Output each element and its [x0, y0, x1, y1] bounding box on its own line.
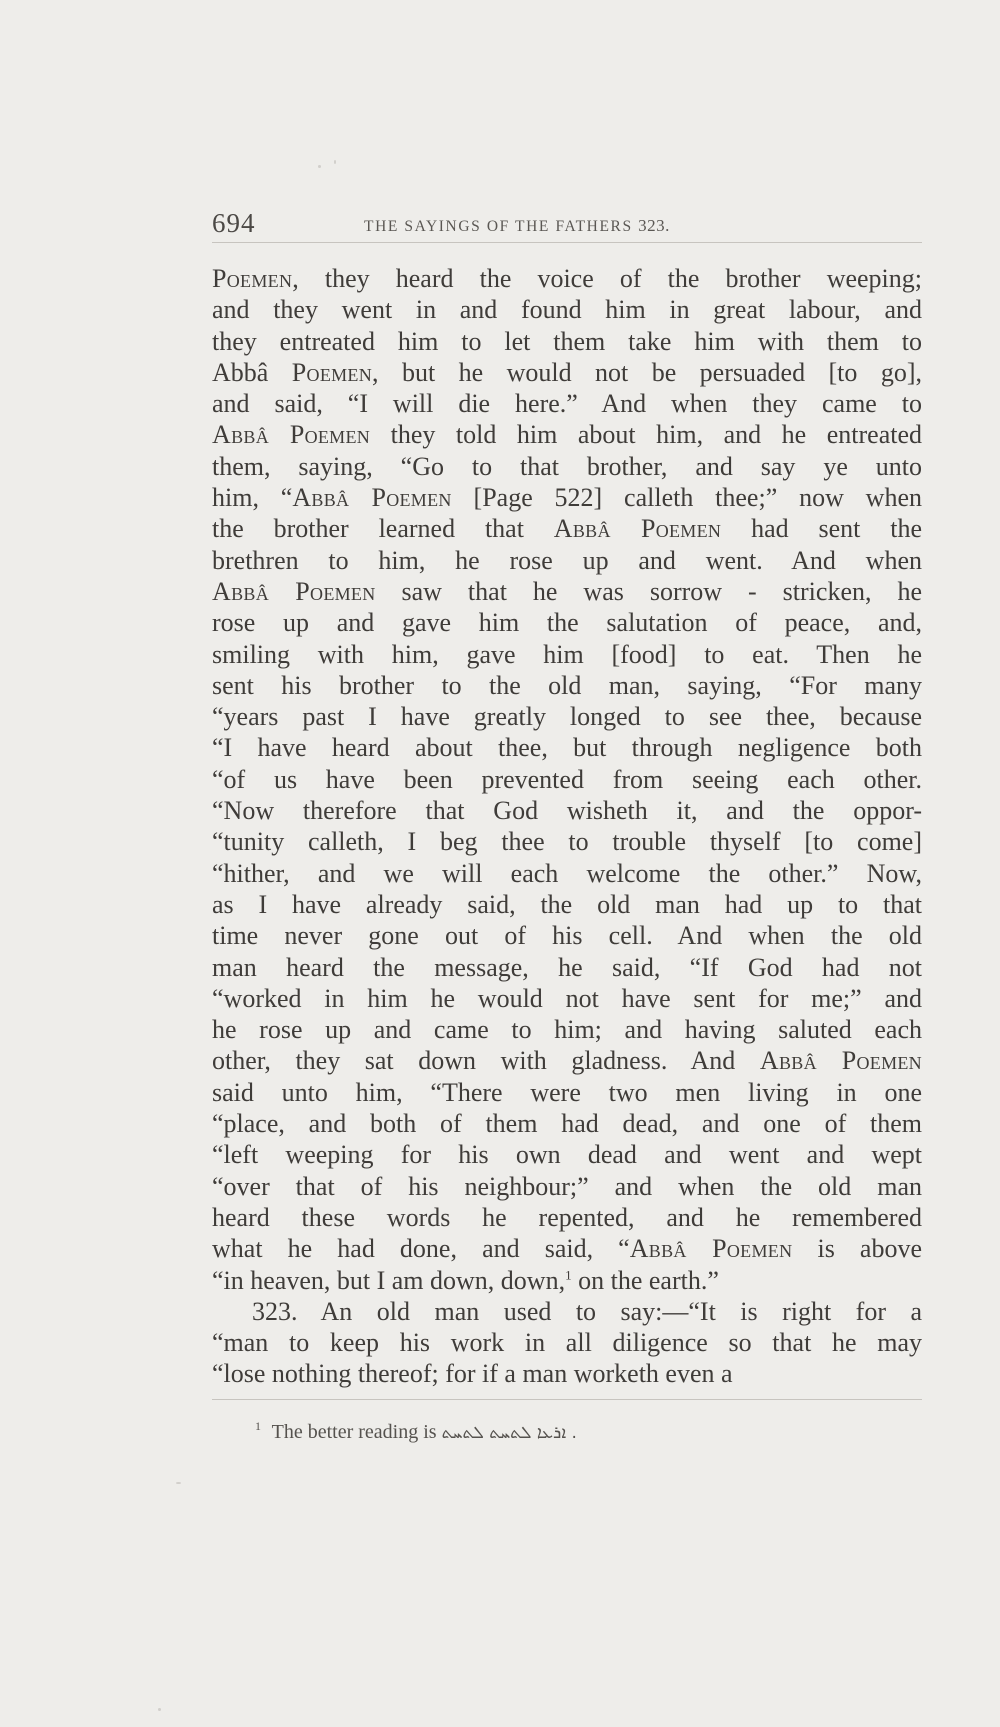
body-text	[212, 263, 922, 1390]
text-segment: , they heard the voice of the brother weeping;	[292, 264, 922, 293]
text-line	[212, 294, 922, 325]
small-caps-name: Abbâ Poemen	[759, 1046, 922, 1076]
text-line	[212, 764, 922, 795]
text-segment: 323. An old man used to say:—“It is right for a	[252, 1296, 922, 1326]
small-caps-name: Poemen	[291, 357, 373, 387]
text-segment: they told him about him, and he entreated	[370, 420, 923, 450]
text-line	[212, 639, 922, 670]
small-caps-name: Abbâ Poemen	[212, 420, 371, 450]
text-line	[212, 1358, 922, 1389]
footnote-text: The better reading is	[271, 1421, 437, 1443]
text-line	[212, 1171, 922, 1202]
small-caps-name: Abbâ Poemen	[553, 514, 722, 544]
text-line	[212, 263, 922, 294]
page-header	[212, 208, 922, 243]
text-segment: him, “	[212, 483, 293, 513]
text-line	[212, 1108, 922, 1139]
text-segment: “hither, and we will each welcome the other.” Now,	[212, 858, 922, 888]
running-title	[364, 216, 670, 236]
text-segment: [Page 522] calleth thee;” now when	[451, 483, 922, 513]
text-line	[212, 701, 922, 732]
text-line	[212, 513, 922, 544]
text-segment: on the earth.”	[571, 1265, 719, 1295]
text-line	[212, 858, 922, 889]
text-line	[212, 1077, 922, 1108]
text-line	[212, 1045, 922, 1076]
text-segment: other, they sat down with gladness. And	[212, 1046, 760, 1076]
text-line	[212, 1139, 922, 1170]
text-segment: brethren to him, he rose up and went. And when	[212, 545, 922, 575]
text-line	[212, 795, 922, 826]
paper-speck	[158, 1708, 161, 1711]
text-segment: they entreated him to let them take him with them to	[212, 326, 922, 356]
text-segment: he rose up and came to him; and having saluted each	[212, 1015, 922, 1045]
footnote-syriac: ܐܪܥܐ ܠܬܚܬ ܠܬܚܬ .	[441, 1423, 577, 1443]
text-segment: “of us have been prevented from seeing each other.	[212, 764, 922, 794]
text-segment: and said, “I will die here.” And when they came to	[212, 389, 922, 419]
footnote-marker: 1	[255, 1419, 261, 1434]
text-segment: “Now therefore that God wisheth it, and the oppor-	[212, 796, 922, 826]
text-segment: “over that of his neighbour;” and when the old man	[212, 1171, 922, 1201]
text-line	[212, 1202, 922, 1233]
text-segment: said unto him, “There were two men living in one	[212, 1077, 922, 1107]
text-line	[212, 670, 922, 701]
text-segment: them, saying, “Go to that brother, and say ye unto	[212, 451, 922, 481]
footnote-rule	[212, 1399, 922, 1400]
text-line	[212, 1296, 922, 1327]
text-line	[212, 482, 922, 513]
text-line	[212, 576, 922, 607]
text-segment: saw that he was sorrow - stricken, he	[375, 576, 923, 606]
page-number: 694	[212, 208, 256, 238]
text-segment: , but he would not be persuaded [to go],	[372, 357, 922, 387]
text-line	[212, 952, 922, 983]
text-segment: “lose nothing thereof; for if a man worketh even a	[212, 1359, 733, 1389]
text-line	[212, 889, 922, 920]
text-segment: “place, and both of them had dead, and one of them	[212, 1109, 922, 1139]
small-caps-name: Abbâ Poemen	[292, 483, 452, 513]
text-line	[212, 1265, 922, 1296]
text-segment: is above	[792, 1234, 923, 1264]
text-segment: “in heaven, but I am down, down,	[212, 1265, 566, 1295]
text-segment: “years past I have greatly longed to see thee, because	[212, 702, 922, 732]
text-line	[212, 326, 922, 357]
text-segment: had sent the	[721, 514, 922, 544]
paper-speck	[334, 160, 336, 164]
text-segment: what he had done, and said, “	[212, 1234, 630, 1264]
text-segment: smiling with him, gave him [food] to eat. Then he	[212, 639, 922, 669]
text-line	[212, 920, 922, 951]
text-line	[212, 1233, 922, 1264]
text-segment: heard these words he repented, and he remembered	[212, 1202, 922, 1232]
text-segment: sent his brother to the old man, saying, “For many	[212, 670, 922, 700]
text-segment: as I have already said, the old man had up to that	[212, 889, 922, 919]
text-line	[212, 732, 922, 763]
small-caps-name: Abbâ Poemen	[629, 1234, 793, 1264]
section-number: 323.	[638, 216, 670, 235]
text-segment: man heard the message, he said, “If God had not	[212, 952, 922, 982]
text-segment: “I have heard about thee, but through negligence both	[212, 733, 922, 763]
text-line	[212, 607, 922, 638]
text-segment: Abbâ	[212, 357, 292, 387]
text-line	[212, 419, 922, 450]
footnote-reference: 1	[565, 1266, 572, 1282]
text-segment: “tunity calleth, I beg thee to trouble thyself [to come]	[212, 827, 922, 857]
text-segment: “worked in him he would not have sent for me;” and	[212, 983, 922, 1013]
text-line	[212, 1327, 922, 1358]
text-line	[212, 357, 922, 388]
text-line	[212, 545, 922, 576]
text-line	[212, 1014, 922, 1045]
text-segment: “man to keep his work in all diligence so that he may	[212, 1328, 922, 1358]
text-segment: and they went in and found him in great labour, and	[212, 295, 922, 325]
text-segment: time never gone out of his cell. And when the old	[212, 921, 922, 951]
running-title-text: THE SAYINGS OF THE FATHERS	[364, 218, 633, 235]
text-line	[212, 983, 922, 1014]
paper-speck	[318, 165, 321, 168]
text-line	[212, 826, 922, 857]
footnote	[255, 1421, 915, 1444]
text-segment: the brother learned that	[212, 514, 554, 544]
small-caps-name: Abbâ Poemen	[212, 576, 376, 606]
text-segment: rose up and gave him the salutation of peace, and,	[212, 608, 922, 638]
text-segment: “left weeping for his own dead and went and wept	[212, 1140, 922, 1170]
small-caps-name: Poemen	[212, 264, 293, 293]
text-line	[212, 451, 922, 482]
paper-speck	[176, 1482, 181, 1484]
text-line	[212, 388, 922, 419]
